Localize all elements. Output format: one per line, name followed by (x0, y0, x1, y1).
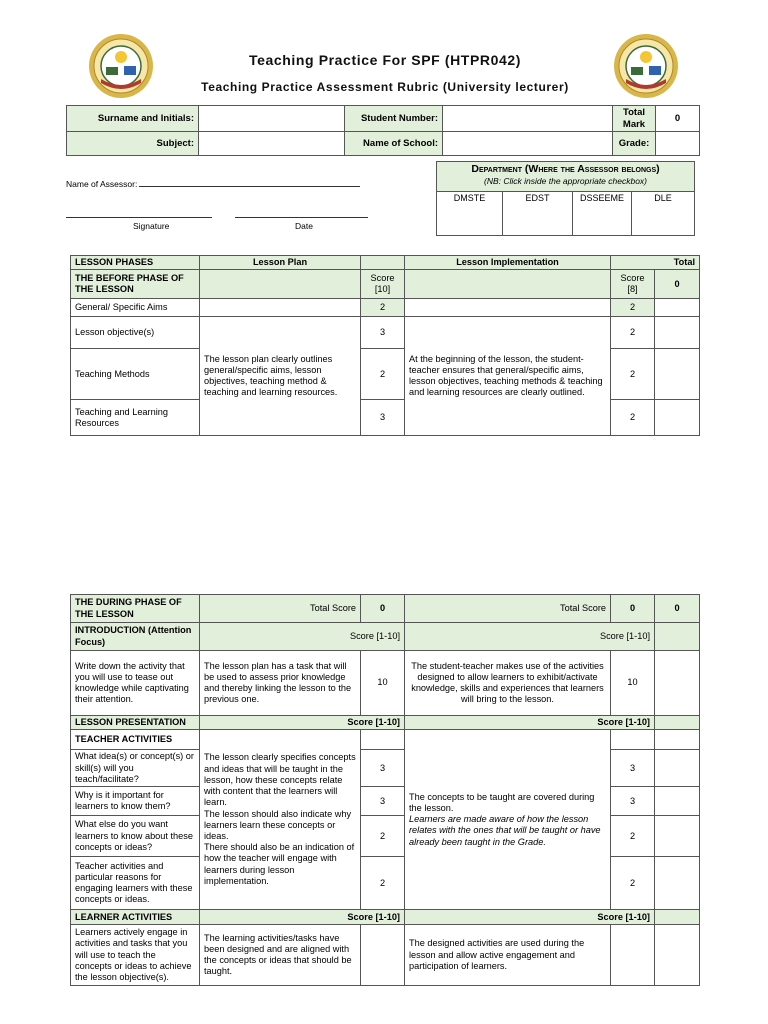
teacher-activities-title: TEACHER ACTIVITIES (71, 730, 200, 750)
row-label: What else do you want learners to know about these concepts or ideas? (71, 816, 200, 857)
plan-score[interactable]: 3 (361, 787, 405, 816)
impl-score[interactable]: 2 (611, 317, 655, 349)
department-header (437, 162, 695, 192)
school-label: Name of School: (345, 132, 443, 156)
school-field[interactable] (443, 132, 613, 156)
learner-activities-label: Learners actively engage in activities and tasks that you will use to teach the concepts or ideas to achieve the lesson objective(s). (71, 925, 200, 986)
col-total: Total (611, 256, 700, 270)
impl-score[interactable]: 2 (611, 400, 655, 436)
plan-score[interactable]: 2 (361, 299, 405, 317)
before-impl-text: At the beginning of the lesson, the student-teacher ensures that general/specific aims, lesson objectives, teaching methods & teaching and learning resources are clearly outlined. (405, 317, 611, 436)
learner-plan-text: The learning activities/tasks have been designed and are aligned with the concepts or ideas that should be taught. (200, 925, 361, 986)
plan-score[interactable]: 3 (361, 400, 405, 436)
intro-impl-score[interactable]: 10 (611, 651, 655, 716)
col-lesson-plan: Lesson Plan (200, 256, 361, 270)
student-number-label: Student Number: (345, 106, 443, 132)
grade-label: Grade: (613, 132, 656, 156)
presentation-title: LESSON PRESENTATION (71, 716, 200, 730)
impl-score[interactable]: 2 (611, 299, 655, 317)
department-title: Department (Where the Assessor belongs) (471, 163, 660, 175)
before-total-value: 0 (655, 270, 700, 299)
impl-score-range: Score [1-10] (405, 623, 655, 651)
signature-label: Signature (133, 221, 170, 231)
col-phases: LESSON PHASES (71, 256, 200, 270)
student-info-table (66, 105, 700, 156)
plan-score-range: Score [1-10] (200, 716, 405, 730)
subject-field[interactable] (199, 132, 345, 156)
impl-score-label: Score [8] (611, 270, 655, 299)
impl-score-range: Score [1-10] (405, 910, 655, 925)
intro-impl-text: The student-teacher makes use of the activities designed to allow learners to exhibit/activate knowledge, skills and experiences that learners will bring to the lesson. (405, 651, 611, 716)
before-phase-table (70, 255, 700, 436)
plan-score[interactable]: 2 (361, 349, 405, 400)
plan-score-label: Score [10] (361, 270, 405, 299)
impl-score[interactable]: 2 (611, 857, 655, 910)
assessor-name-label: Name of Assessor: (66, 179, 138, 189)
assessor-name-field[interactable] (139, 186, 360, 187)
plan-score[interactable]: 3 (361, 750, 405, 787)
date-label: Date (295, 221, 313, 231)
during-phase-title: THE DURING PHASE OF THE LESSON (71, 595, 200, 623)
plan-score-range: Score [1-10] (200, 910, 405, 925)
intro-title: INTRODUCTION (Attention Focus) (71, 623, 200, 651)
intro-plan-text: The lesson plan has a task that will be used to assess prior knowledge and thereby linking the lesson to the previous one. (200, 651, 361, 716)
grade-field[interactable] (656, 132, 700, 156)
intro-plan-score[interactable]: 10 (361, 651, 405, 716)
learner-plan-score[interactable] (361, 925, 405, 986)
teacher-impl-text (405, 730, 611, 910)
row-label: Teaching Methods (71, 349, 200, 400)
intro-label: Write down the activity that you will use to tease out knowledge while captivating their attention. (71, 651, 200, 716)
plan-score-range: Score [1-10] (200, 623, 405, 651)
date-field[interactable] (235, 217, 368, 218)
plan-score[interactable]: 2 (361, 857, 405, 910)
dept-option-dsseeme[interactable]: DSSEEME (573, 192, 632, 236)
row-label: General/ Specific Aims (71, 299, 200, 317)
dept-option-dmste[interactable]: DMSTE (437, 192, 503, 236)
student-number-field[interactable] (443, 106, 613, 132)
dept-option-edst[interactable]: EDST (503, 192, 573, 236)
before-phase-title: THE BEFORE PHASE OF THE LESSON (71, 270, 200, 299)
plan-total-value: 0 (361, 595, 405, 623)
row-label: Teacher activities and particular reasons for engaging learners with these concepts or ideas. (71, 857, 200, 910)
signature-field[interactable] (66, 217, 212, 218)
total-mark-value: 0 (656, 106, 700, 132)
total-mark-label: Total Mark (613, 106, 656, 132)
surname-label: Surname and Initials: (67, 106, 199, 132)
row-label: What idea(s) or concept(s) or skill(s) will you teach/facilitate? (71, 750, 200, 787)
row-label: Lesson objective(s) (71, 317, 200, 349)
page-subtitle: Teaching Practice Assessment Rubric (University lecturer) (201, 80, 569, 94)
impl-score[interactable]: 2 (611, 816, 655, 857)
row-label: Why is it important for learners to know them? (71, 787, 200, 816)
impl-score[interactable]: 3 (611, 750, 655, 787)
university-logo-left (88, 33, 154, 99)
teacher-plan-text: The lesson clearly specifies concepts and ideas that will be taught in the lesson, how these concepts relate with content that the learners will learn. The lesson should also indicate why learners learn these concepts or ideas. There should also be an indication of how the teacher will engage with learners during lesson implementation. (200, 730, 361, 910)
plan-total-score-label: Total Score (200, 595, 361, 623)
row-label: Teaching and Learning Resources (71, 400, 200, 436)
during-phase-table (70, 594, 700, 986)
department-note: (NB: Click inside the appropriate checkbox) (484, 175, 648, 186)
dept-option-dle[interactable]: DLE (632, 192, 695, 236)
during-grand-total: 0 (655, 595, 700, 623)
subject-label: Subject: (67, 132, 199, 156)
plan-score[interactable]: 2 (361, 816, 405, 857)
learner-impl-score[interactable] (611, 925, 655, 986)
teacher-impl-italic: Learners are made aware of how the lesson relates with the ones that will be taught or have already been taught in the Grade. (409, 814, 601, 847)
impl-total-score-label: Total Score (405, 595, 611, 623)
impl-score[interactable]: 2 (611, 349, 655, 400)
surname-field[interactable] (199, 106, 345, 132)
learner-activities-title: LEARNER ACTIVITIES (71, 910, 200, 925)
university-logo-right (613, 33, 679, 99)
impl-score[interactable]: 3 (611, 787, 655, 816)
impl-score-range: Score [1-10] (405, 716, 655, 730)
department-box (436, 161, 695, 236)
teacher-impl-normal: The concepts to be taught are covered during the lesson. (409, 791, 595, 813)
impl-total-value: 0 (611, 595, 655, 623)
before-plan-text: The lesson plan clearly outlines general/specific aims, lesson objectives, teaching method & teaching and learning resources. (200, 317, 361, 436)
col-lesson-implementation: Lesson Implementation (405, 256, 611, 270)
learner-impl-text: The designed activities are used during the lesson and allow active engagement and participation of learners. (405, 925, 611, 986)
page-title: Teaching Practice For SPF (HTPR042) (248, 52, 522, 68)
plan-score[interactable]: 3 (361, 317, 405, 349)
